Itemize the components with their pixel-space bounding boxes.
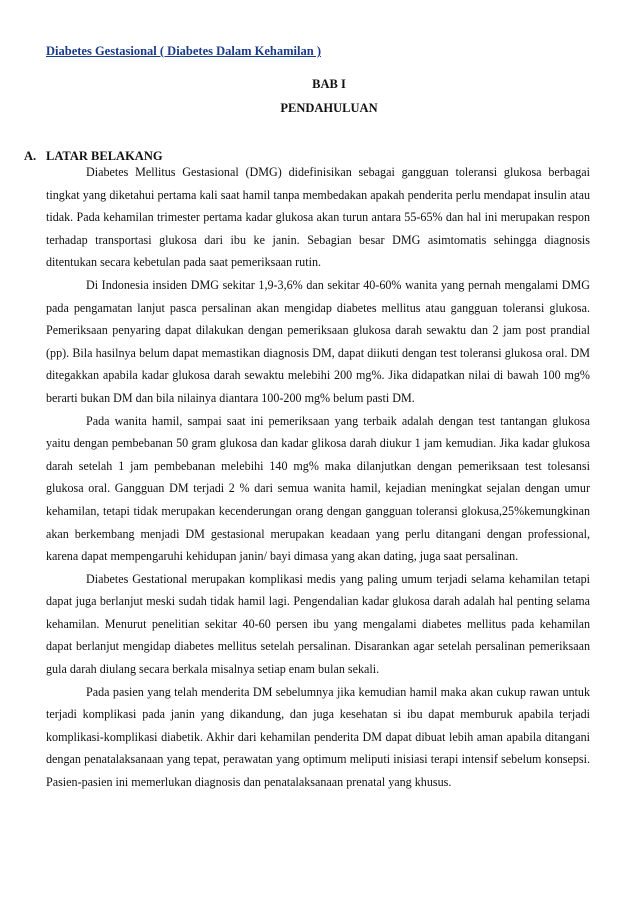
document-title: Diabetes Gestasional ( Diabetes Dalam Kehamilan ) — [46, 44, 321, 58]
paragraph: Pada pasien yang telah menderita DM sebelumnya jika kemudian hamil maka akan cukup rawan untuk terjadi komplikasi pada janin yang dikandung, dan juga kesehatan si ibu dapat memburuk apabila terjadi komplikasi-komplikasi diabetik. Akhir dari kehamilan penderita DM dapat dibuat lebih aman apabila ditangani dengan penatalaksanaan yang tepat, perawatan yang optimum meliputi inisiasi terapi intensif sebelum konsepsi. Pasien-pasien ini memerlukan diagnosis dan penatalaksanaan prenatal yang khusus. — [46, 684, 590, 790]
paragraph: Di Indonesia insiden DMG sekitar 1,9-3,6% dan sekitar 40-60% wanita yang pernah mengalami DMG pada pengamatan lanjut pasca persalinan akan mengidap diabetes mellitus atau gangguan toleransi glukosa. Pemeriksaan penyaring dapat dilakukan dengan pemeriksaan glukosa darah sewaktu dan 2 jam post prandial (pp). Bila hasilnya belum dapat memastikan diagnosis DM, dapat diikuti dengan test toleransi glukosa oral. DM ditegakkan apabila kadar glukosa darah sewaktu melebihi 200 mg%. Jika didapatkan nilai di bawah 100 mg% berarti bukan DM dan bila nilainya diantara 100-200 mg% belum pasti DM. — [46, 277, 590, 405]
body-text — [46, 161, 590, 794]
chapter-title: PENDAHULUAN — [280, 101, 378, 115]
section-letter: A. — [24, 149, 37, 163]
paragraph: Diabetes Gestational merupakan komplikasi medis yang paling umum terjadi selama kehamilan tetapi dapat juga berlanjut meski sudah tidak hamil lagi. Pengendalian kadar glukosa darah adalah hal penting selama kehamilan. Menurut penelitian sekitar 40-60 persen ibu yang mengalami diabetes mellitus pada kehamilan dapat berlanjut mengidap diabetes mellitus setelah persalinan. Disarankan agar setelah persalinan pemeriksaan gula darah diulang secara berkala misalnya setiap enam bulan sekali. — [46, 571, 590, 677]
section-title: LATAR BELAKANG — [46, 149, 163, 163]
paragraph: Diabetes Mellitus Gestasional (DMG) didefinisikan sebagai gangguan toleransi glukosa berbagai tingkat yang diketahui pertama kali saat hamil tanpa membedakan apakah penderita perlu mendapat insulin atau tidak. Pada kehamilan trimester pertama kadar glukosa akan turun antara 55-65% dan hal ini merupakan respon terhadap transportasi glukosa dari ibu ke janin. Sebagian besar DMG asimtomatis sehingga diagnosis ditentukan secara kebetulan pada saat pemeriksaan rutin. — [46, 165, 590, 270]
paragraph: Pada wanita hamil, sampai saat ini pemeriksaan yang terbaik adalah dengan test tantangan glukosa yaitu dengan pembebanan 50 gram glukosa dan kadar glikosa darah diukur 1 jam kemudian. Jika kadar glukosa darah setelah 1 jam pembebanan melebihi 140 mg% maka dilanjutkan dengan pemeriksaan test tolesansi glukosa oral. Gangguan DM terjadi 2 % dari semua wanita hamil, kejadian meningkat sejalan dengan umur kehamilan, tetapi tidak merupakan kecenderungan orang dengan gangguan toleransi glokusa,25%kemungkinan akan berkembang menjadi DM gestasional merupakan keadaan yang perlu ditangani dengan professional, karena dapat mempengaruhi kehidupan janin/ bayi dimasa yang akan dating, juga saat persalinan. — [46, 413, 590, 564]
chapter-number: BAB I — [312, 77, 346, 91]
